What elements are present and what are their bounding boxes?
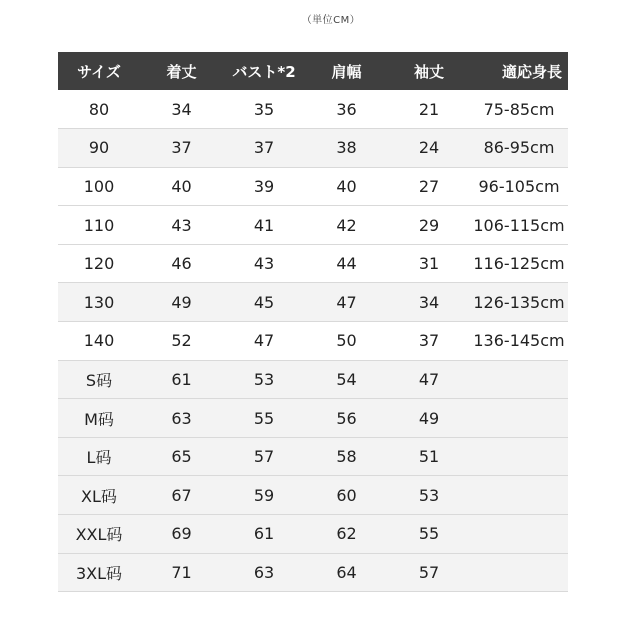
height-cell [470, 553, 568, 592]
height-cell [470, 515, 568, 554]
height-cell [470, 360, 568, 399]
header-height: 適応身長 [470, 52, 568, 90]
bust-cell: 57 [223, 437, 305, 476]
length-cell: 67 [140, 476, 223, 515]
sleeve-cell: 49 [388, 399, 470, 438]
size-cell: 130 [58, 283, 140, 322]
shoulder-cell: 64 [305, 553, 388, 592]
shoulder-cell: 62 [305, 515, 388, 554]
header-bust: バスト*2 [223, 52, 305, 90]
size-cell: 80 [58, 90, 140, 129]
header-shoulder: 肩幅 [305, 52, 388, 90]
length-cell: 34 [140, 90, 223, 129]
shoulder-cell: 44 [305, 244, 388, 283]
table-row [58, 553, 568, 592]
size-cell: 140 [58, 322, 140, 361]
sleeve-cell: 21 [388, 90, 470, 129]
shoulder-cell: 36 [305, 90, 388, 129]
bust-cell: 45 [223, 283, 305, 322]
height-cell: 126-135cm [470, 283, 568, 322]
sleeve-cell: 37 [388, 322, 470, 361]
bust-cell: 35 [223, 90, 305, 129]
header-size: サイズ [58, 52, 140, 90]
height-cell [470, 399, 568, 438]
sleeve-cell: 34 [388, 283, 470, 322]
shoulder-cell: 54 [305, 360, 388, 399]
height-cell: 86-95cm [470, 129, 568, 168]
size-cell: L码 [58, 437, 140, 476]
height-cell: 75-85cm [470, 90, 568, 129]
table-row [58, 206, 568, 245]
bust-cell: 37 [223, 129, 305, 168]
height-cell [470, 476, 568, 515]
unit-note: （単位CM） [301, 15, 361, 26]
header-sleeve: 袖丈 [388, 52, 470, 90]
height-cell: 106-115cm [470, 206, 568, 245]
shoulder-cell: 47 [305, 283, 388, 322]
bust-cell: 63 [223, 553, 305, 592]
height-cell: 136-145cm [470, 322, 568, 361]
length-cell: 65 [140, 437, 223, 476]
sleeve-cell: 53 [388, 476, 470, 515]
shoulder-cell: 40 [305, 167, 388, 206]
sleeve-cell: 29 [388, 206, 470, 245]
table-row [58, 437, 568, 476]
shoulder-cell: 38 [305, 129, 388, 168]
length-cell: 49 [140, 283, 223, 322]
shoulder-cell: 58 [305, 437, 388, 476]
length-cell: 37 [140, 129, 223, 168]
size-chart-table [58, 52, 568, 592]
size-cell: XXL码 [58, 515, 140, 554]
table-row [58, 244, 568, 283]
size-cell: XL码 [58, 476, 140, 515]
bust-cell: 43 [223, 244, 305, 283]
bust-cell: 61 [223, 515, 305, 554]
size-cell: 120 [58, 244, 140, 283]
table-row [58, 399, 568, 438]
length-cell: 71 [140, 553, 223, 592]
length-cell: 43 [140, 206, 223, 245]
table-row [58, 515, 568, 554]
length-cell: 63 [140, 399, 223, 438]
table-row [58, 90, 568, 129]
height-cell: 96-105cm [470, 167, 568, 206]
size-cell: M码 [58, 399, 140, 438]
height-cell [470, 437, 568, 476]
table-body [58, 90, 568, 592]
table-row [58, 283, 568, 322]
shoulder-cell: 56 [305, 399, 388, 438]
sleeve-cell: 51 [388, 437, 470, 476]
bust-cell: 47 [223, 322, 305, 361]
length-cell: 61 [140, 360, 223, 399]
length-cell: 40 [140, 167, 223, 206]
bust-cell: 53 [223, 360, 305, 399]
table-row [58, 167, 568, 206]
shoulder-cell: 60 [305, 476, 388, 515]
bust-cell: 55 [223, 399, 305, 438]
bust-cell: 41 [223, 206, 305, 245]
header-length: 着丈 [140, 52, 223, 90]
length-cell: 46 [140, 244, 223, 283]
table-header-row [58, 52, 568, 90]
sleeve-cell: 47 [388, 360, 470, 399]
sleeve-cell: 57 [388, 553, 470, 592]
bust-cell: 39 [223, 167, 305, 206]
height-cell: 116-125cm [470, 244, 568, 283]
size-cell: 110 [58, 206, 140, 245]
shoulder-cell: 42 [305, 206, 388, 245]
shoulder-cell: 50 [305, 322, 388, 361]
size-cell: 100 [58, 167, 140, 206]
sleeve-cell: 55 [388, 515, 470, 554]
table-row [58, 360, 568, 399]
table-row [58, 476, 568, 515]
length-cell: 69 [140, 515, 223, 554]
sleeve-cell: 31 [388, 244, 470, 283]
length-cell: 52 [140, 322, 223, 361]
bust-cell: 59 [223, 476, 305, 515]
size-cell: 3XL码 [58, 553, 140, 592]
sleeve-cell: 24 [388, 129, 470, 168]
table-row [58, 322, 568, 361]
size-cell: S码 [58, 360, 140, 399]
table-row [58, 129, 568, 168]
sleeve-cell: 27 [388, 167, 470, 206]
size-cell: 90 [58, 129, 140, 168]
